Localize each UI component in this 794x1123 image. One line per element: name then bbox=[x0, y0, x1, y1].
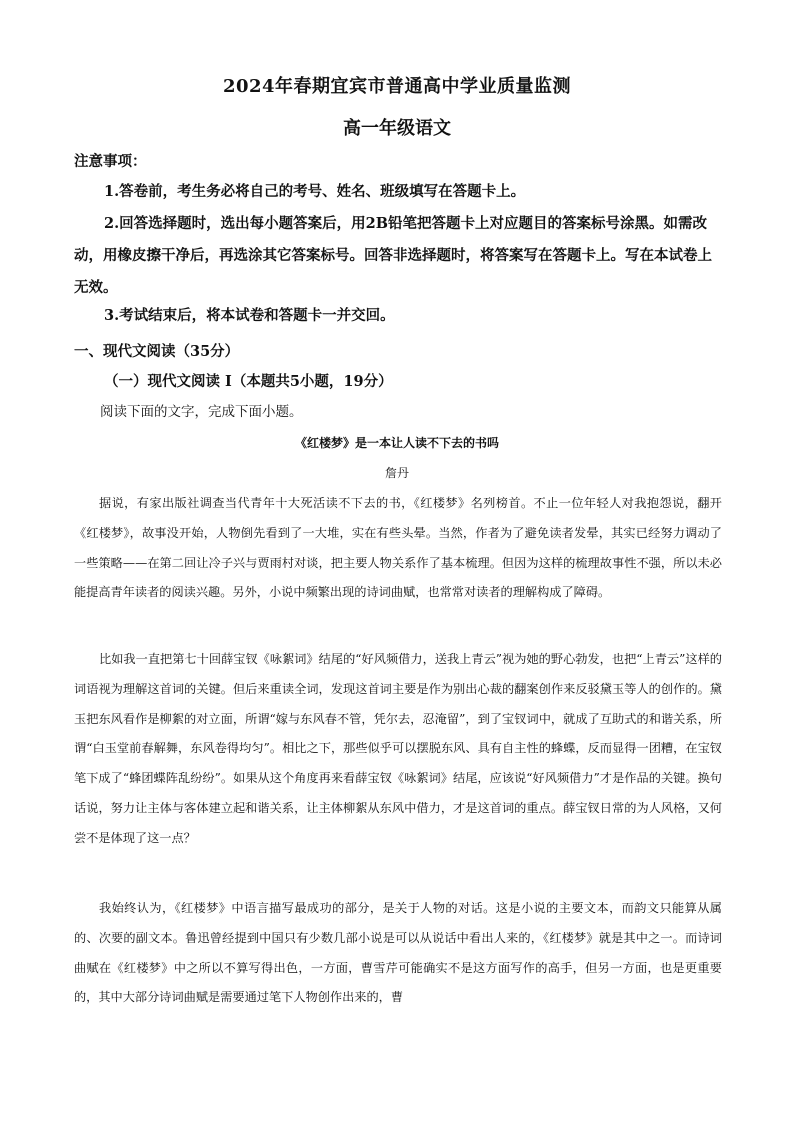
exam-title: 2024年春期宜宾市普通高中学业质量监测 bbox=[222, 76, 572, 97]
section-heading: 一、现代文阅读（35分） bbox=[74, 343, 240, 360]
article-paragraph-2: 比如我一直把第七十回薛宝钗《咏絮词》结尾的“好风频借力，送我上青云”视为她的野心勃发，也把“上青云”这样的词语视为理解这首词的关键。但后来重读全词，发现这首词主要是作为别出心裁的翻案创作来反驳黛玉等人的创作的。黛玉把东风看作是柳絮的对立面，所谓“嫁与东风春不管，凭尔去，忍淹留”，到了宝钗词中，就成了互助式的和谐关系，所谓“白玉堂前春解舞，东风卷得均匀”。相比之下，那些似乎可以摆脱东风、具有自主性的蜂蝶，反而显得一团糟，在宝钗笔下成了“蜂团蝶阵乱纷纷”。如果从这个角度再来看薛宝钗《咏絮词》结尾，应该说“好风频借力”才是作品的关键。换句话说，努力让主体与客体建立起和谐关系，让主体柳絮从东风中借力，才是这首词的重点。薛宝钗日常的为人风格，又何尝不是体现了这一点？ bbox=[74, 652, 722, 845]
article-author: 詹丹 bbox=[384, 466, 409, 480]
notice-item-2: 2.回答选择题时，选出每小题答案后，用2B铅笔把答题卡上对应题目的答案标号涂黑。如需改动，用橡皮擦干净后，再选涂其它答案标号。回答非选择题时，将答案写在答题卡上。写在本试卷上无效。 bbox=[74, 215, 712, 296]
article-title: 《红楼梦》是一本让人读不下去的书吗 bbox=[294, 436, 499, 450]
notice-heading: 注意事项： bbox=[74, 153, 147, 170]
article-paragraph-1: 据说，有家出版社调查当代青年十大死活读不下去的书，《红楼梦》名列榜首。不止一位年轻人对我抱怨说，翻开《红楼梦》，故事没开始，人物倒先看到了一大堆，实在有些头晕。当然，作者为了避免读者发晕，其实已经努力调动了一些策略——在第二回让冷子兴与贾雨村对谈，把主要人物关系作了基本梳理。但因为这样的梳理故事性不强，所以未必能提高青年读者的阅读兴趣。另外，小说中频繁出现的诗词曲赋，也常常对读者的理解构成了障碍。 bbox=[74, 496, 722, 600]
reading-instruction: 阅读下面的文字，完成下面小题。 bbox=[100, 404, 303, 420]
notice-item-1: 1.答卷前，考生务必将自己的考号、姓名、班级填写在答题卡上。 bbox=[104, 183, 526, 200]
notice-item-3: 3.考试结束后，将本试卷和答题卡一并交回。 bbox=[104, 307, 395, 324]
article-paragraph-3: 我始终认为，《红楼梦》中语言描写最成功的部分，是关于人物的对话。这是小说的主要文本，而韵文只能算从属的、次要的副文本。鲁迅曾经提到中国只有少数几部小说是可以从说话中看出人来的，《红楼梦》就是其中之一。而诗词曲赋在《红楼梦》中之所以不算写得出色，一方面，曹雪芹可能确实不是这方面写作的高手，但另一方面，也是更重要的，其中大部分诗词曲赋是需要通过笔下人物创作出来的，曹 bbox=[74, 901, 722, 1005]
exam-subtitle: 高一年级语文 bbox=[343, 118, 451, 139]
subsection-heading: （一）现代文阅读 I（本题共5小题，19分） bbox=[104, 373, 393, 390]
